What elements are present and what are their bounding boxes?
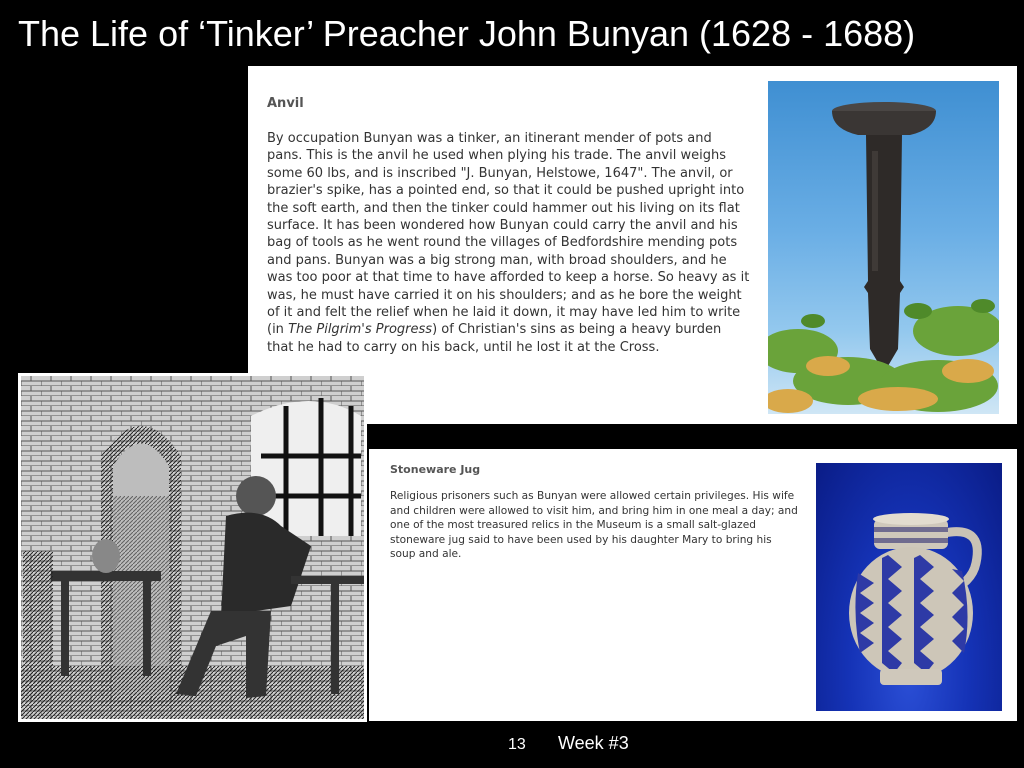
anvil-heading: Anvil bbox=[267, 96, 304, 111]
jug-panel bbox=[369, 449, 1017, 721]
week-label: Week #3 bbox=[558, 733, 629, 753]
anvil-icon bbox=[768, 81, 999, 414]
jug-heading: Stoneware Jug bbox=[390, 463, 481, 476]
anvil-photo bbox=[768, 81, 999, 414]
anvil-description-part2: ) of Christian's sins as being a heavy burden that he had to carry on his back, until he lost it at the Cross. bbox=[267, 322, 722, 355]
stoneware-jug-icon bbox=[816, 463, 1002, 711]
jug-description: Religious prisoners such as Bunyan were allowed certain privileges. His wife and children were allowed to visit him, and bring him in one meal a day; and one of the most treasured relics in the Museum is a small salt-glazed stoneware jug said to have been used by his daughter Mary to bring his soup and ale. bbox=[390, 490, 798, 561]
slide-number: 13 bbox=[508, 736, 526, 753]
anvil-description-part1: By occupation Bunyan was a tinker, an itinerant mender of pots and pans. This is the anvil he used when plying his trade. The anvil weighs some 60 lbs, and is inscribed "J. Bunyan, Helstowe, 1647". The anvil, or brazier's spike, has a pointed end, so that it could be pushed upright into the soft earth, and then the tinker could hammer out his living on its flat surface. It has been wondered how Bunyan could carry the anvil and his bag of tools as he went round the villages of Bedfordshire mending pots and pans. Bunyan was a big strong man, with broad shoulders, and he was too poor at that time to have afforded to keep a horse. So heavy as it was, he must have carried it on his shoulders; and as he bore the weight of it and felt the relief when he laid it down, it may have led him to write (in bbox=[267, 131, 750, 338]
anvil-panel bbox=[248, 66, 1017, 424]
slide-title: The Life of ‘Tinker’ Preacher John Bunyan (1628 - 1688) bbox=[18, 13, 916, 54]
stoneware-jug-photo bbox=[816, 463, 1002, 711]
engraving-icon bbox=[21, 376, 364, 719]
pilgrims-progress-title: The Pilgrim's Progress bbox=[288, 322, 433, 338]
bunyan-in-prison-engraving bbox=[18, 373, 367, 722]
anvil-description bbox=[267, 130, 751, 356]
